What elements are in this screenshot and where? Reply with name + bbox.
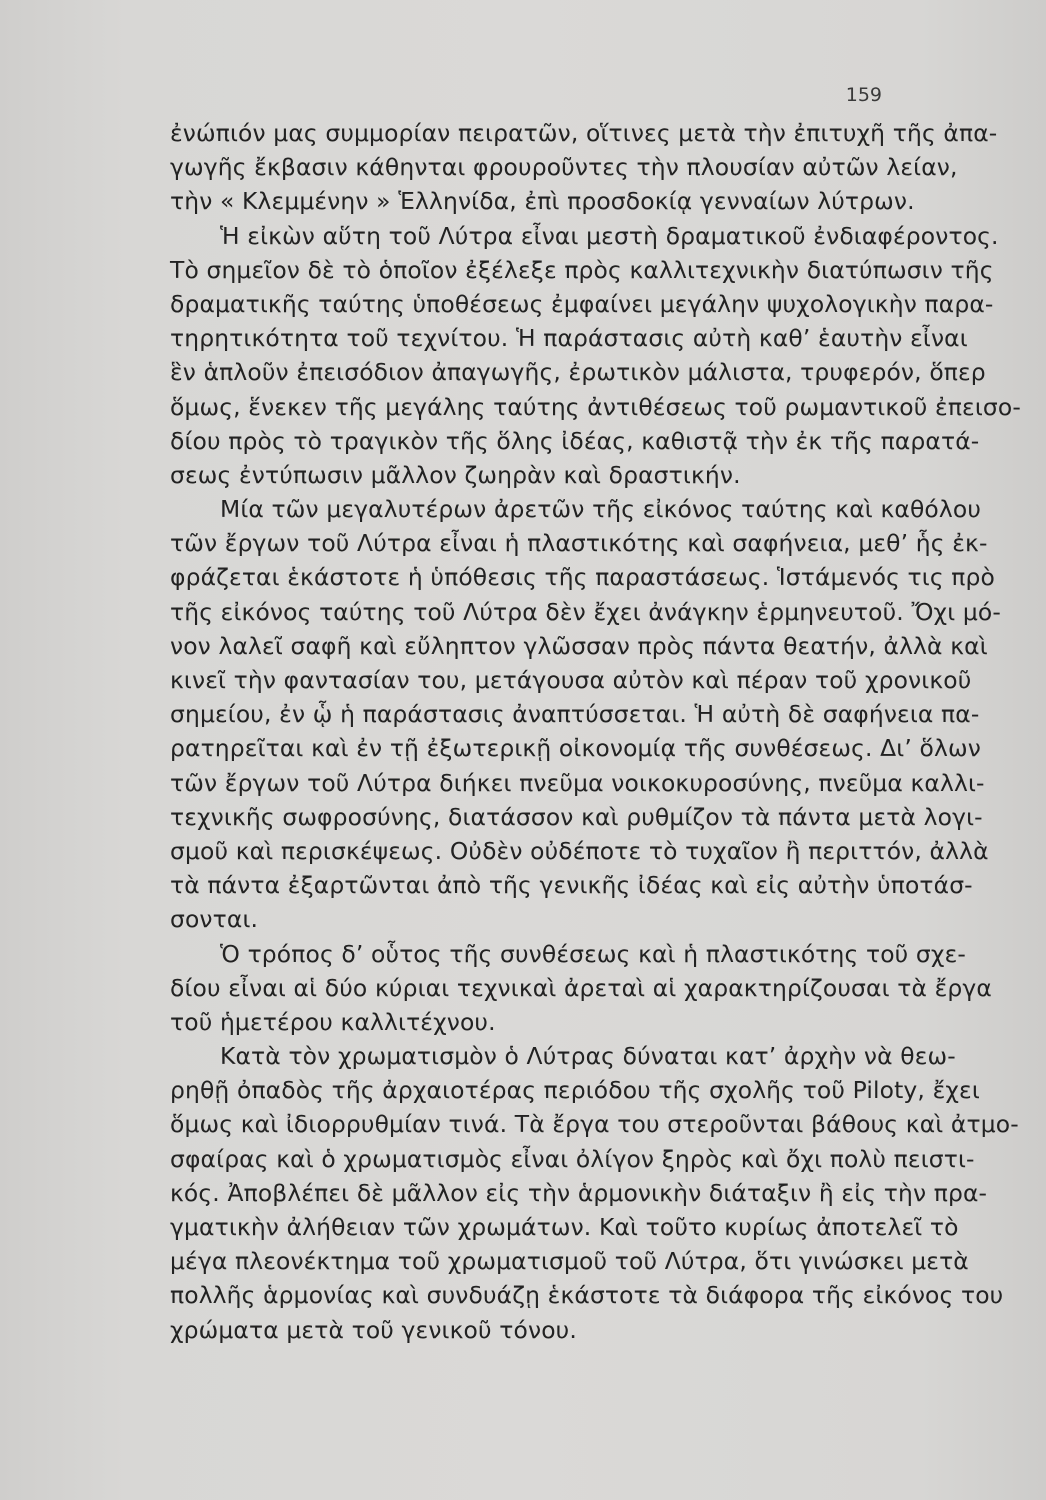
text-line: τοῦ ἡμετέρου καλλιτέχνου.: [170, 1007, 496, 1036]
text-line: Ὁ τρόπος δ’ οὗτος τῆς συνθέσεως καὶ ἡ πλαστικότης τοῦ σχε-: [220, 939, 966, 968]
page-number: 159: [845, 84, 882, 106]
text-line: νον λαλεῖ σαφῆ καὶ εὔληπτον γλῶσσαν πρὸς πάντα θεατήν, ἀλλὰ καὶ: [170, 631, 988, 660]
text-line: σεως ἐντύπωσιν μᾶλλον ζωηρὰν καὶ δραστικήν.: [170, 460, 741, 489]
text-line: ὅμως καὶ ἰδιορρυθμίαν τινά. Τὰ ἔργα του στεροῦνται βάθους καὶ ἀτμο-: [170, 1110, 1019, 1139]
text-line: τηρητικότητα τοῦ τεχνίτου. Ἡ παράστασις αὐτὴ καθ’ ἑαυτὴν εἶναι: [170, 324, 968, 353]
text-line: τὰ πάντα ἐξαρτῶνται ἀπὸ τῆς γενικῆς ἰδέας καὶ εἰς αὐτὴν ὑποτάσ-: [170, 871, 973, 900]
paragraph: [170, 1039, 1019, 1347]
text-line: δραματικῆς ταύτης ὑποθέσεως ἐμφαίνει μεγάλην ψυχολογικὴν παρα-: [170, 289, 994, 318]
body-text: [170, 116, 1021, 1347]
paragraph: [170, 219, 1021, 493]
text-line: ἓν ἁπλοῦν ἐπεισόδιον ἀπαγωγῆς, ἐρωτικὸν μάλιστα, τρυφερόν, ὅπερ: [170, 358, 986, 387]
text-line: δίου πρὸς τὸ τραγικὸν τῆς ὅλης ἰδέας, καθιστᾷ τὴν ἐκ τῆς παρατά-: [170, 426, 980, 455]
text-line: φράζεται ἑκάστοτε ἡ ὑπόθεσις τῆς παραστάσεως. Ἱστάμενός τις πρὸ: [170, 563, 995, 592]
text-line: ἐνώπιόν μας συμμορίαν πειρατῶν, οἵτινες μετὰ τὴν ἐπιτυχῆ τῆς ἀπα-: [170, 119, 998, 147]
text-line: μέγα πλεονέκτημα τοῦ χρωματισμοῦ τοῦ Λύτρα, ὅτι γινώσκει μετὰ: [170, 1247, 969, 1276]
text-line: ρατηρεῖται καὶ ἐν τῇ ἐξωτερικῇ οἰκονομίᾳ τῆς συνθέσεως. Δι’ ὅλων: [170, 734, 981, 763]
text-line: τῆς εἰκόνος ταύτης τοῦ Λύτρα δὲν ἔχει ἀνάγκην ἑρμηνευτοῦ. Ὄχι μό-: [170, 597, 1001, 626]
text-line: τὴν « Κλεμμένην » Ἑλληνίδα, ἐπὶ προσδοκίᾳ γενναίων λύτρων.: [170, 187, 915, 216]
text-line: Ἡ εἰκὼν αὕτη τοῦ Λύτρα εἶναι μεστὴ δραματικοῦ ἐνδιαφέροντος.: [220, 221, 999, 250]
paragraph: [170, 116, 998, 219]
text-line: Κατὰ τὸν χρωματισμὸν ὁ Λύτρας δύναται κατ’ ἀρχὴν νὰ θεω-: [220, 1042, 956, 1071]
text-line: γματικὴν ἀλήθειαν τῶν χρωμάτων. Καὶ τοῦτο κυρίως ἀποτελεῖ τὸ: [170, 1213, 959, 1241]
text-line: πολλῆς ἁρμονίας καὶ συνδυάζῃ ἑκάστοτε τὰ διάφορα τῆς εἰκόνος του: [170, 1281, 1004, 1310]
text-line: κινεῖ τὴν φαντασίαν του, μετάγουσα αὐτὸν καὶ πέραν τοῦ χρονικοῦ: [170, 666, 972, 694]
text-line: δίου εἶναι αἱ δύο κύριαι τεχνικαὶ ἀρεταὶ αἱ χαρακτηρίζουσαι τὰ ἔργα: [170, 973, 992, 1002]
text-line: σονται.: [170, 905, 259, 934]
paragraph: [170, 937, 992, 1040]
text-line: τεχνικῆς σωφροσύνης, διατάσσον καὶ ρυθμίζον τὰ πάντα μετὰ λογι-: [170, 802, 983, 831]
text-line: γωγῆς ἔκβασιν κάθηνται φρουροῦντες τὴν πλουσίαν αὐτῶν λείαν,: [170, 153, 958, 182]
text-line: Τὸ σημεῖον δὲ τὸ ὁποῖον ἐξέλεξε πρὸς καλλιτεχνικὴν διατύπωσιν τῆς: [170, 255, 994, 284]
paragraph: [170, 492, 1001, 936]
text-line: κός. Ἀποβλέπει δὲ μᾶλλον εἰς τὴν ἁρμονικὴν διάταξιν ἢ εἰς τὴν πρα-: [170, 1178, 988, 1207]
text-line: Μία τῶν μεγαλυτέρων ἀρετῶν τῆς εἰκόνος ταύτης καὶ καθόλου: [220, 495, 982, 524]
text-line: σμοῦ καὶ περισκέψεως. Οὐδὲν οὐδέποτε τὸ τυχαῖον ἢ περιττόν, ἀλλὰ: [170, 836, 989, 865]
text-line: σφαίρας καὶ ὁ χρωματισμὸς εἶναι ὀλίγον ξηρὸς καὶ ὄχι πολὺ πειστι-: [170, 1144, 975, 1173]
text-line: σημείου, ἐν ᾧ ἡ παράστασις ἀναπτύσσεται. Ἡ αὐτὴ δὲ σαφήνεια πα-: [170, 700, 980, 729]
text-line: χρώματα μετὰ τοῦ γενικοῦ τόνου.: [170, 1315, 577, 1344]
text-line: ὅμως, ἕνεκεν τῆς μεγάλης ταύτης ἀντιθέσεως τοῦ ρωμαντικοῦ ἐπεισο-: [170, 392, 1021, 421]
text-line: τῶν ἔργων τοῦ Λύτρα εἶναι ἡ πλαστικότης καὶ σαφήνεια, μεθ’ ἧς ἐκ-: [170, 529, 988, 558]
text-line: τῶν ἔργων τοῦ Λύτρα διήκει πνεῦμα νοικοκυροσύνης, πνεῦμα καλλι-: [170, 768, 985, 797]
text-line: ρηθῇ ὀπαδὸς τῆς ἀρχαιοτέρας περιόδου τῆς σχολῆς τοῦ Piloty, ἔχει: [170, 1076, 980, 1105]
